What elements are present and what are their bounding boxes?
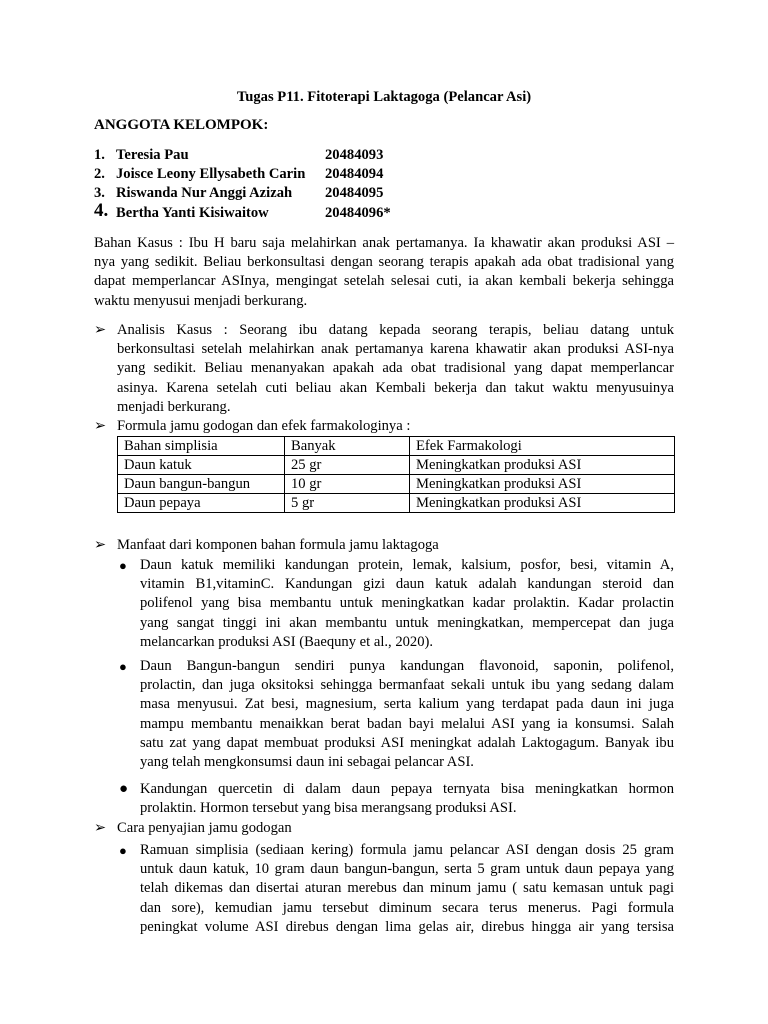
table-header-cell: Efek Farmakologi xyxy=(410,437,675,456)
bullet-icon: ● xyxy=(119,781,129,797)
text-line: menjadi berkurang. xyxy=(117,398,231,415)
member-name: Teresia Pau xyxy=(116,147,189,163)
arrow-bullet-icon: ➢ xyxy=(94,322,107,338)
table-cell: 10 gr xyxy=(285,475,410,494)
table-row xyxy=(118,494,675,513)
formula-heading: Formula jamu godogan dan efek farmakologinya : xyxy=(117,418,411,434)
member-number: 1. xyxy=(94,147,105,163)
text-line: prolactin, dan juga oksitoksi sehingga bermanfaat sekali untuk ibu yang sedang dalam xyxy=(140,677,674,694)
analysis-paragraph xyxy=(117,321,674,417)
member-id: 20484096* xyxy=(325,205,391,221)
table-cell: 5 gr xyxy=(285,494,410,513)
table-cell: Meningkatkan produksi ASI xyxy=(410,494,675,513)
text-line: nya yang sedikit. Beliau berkonsultasi dengan seorang terapis apakah ada obat tradisional yang xyxy=(94,254,674,271)
text-line: Ramuan simplisia (sediaan kering) formula jamu pelancar ASI dengan dosis 25 gram xyxy=(140,842,674,858)
table-row xyxy=(118,456,675,475)
text-line: Daun Bangun-bangun sendiri punya kandungan flavonoid, saponin, polifenol, xyxy=(140,658,674,674)
table-cell: Daun katuk xyxy=(118,456,285,475)
members-heading: ANGGOTA KELOMPOK: xyxy=(94,117,269,133)
document-title: Tugas P11. Fitoterapi Laktagoga (Pelancar Asi) xyxy=(236,89,532,105)
text-line: melancarkan produksi ASI (Baequny et al., 2020). xyxy=(140,633,434,650)
member-name: Riswanda Nur Anggi Azizah xyxy=(116,185,293,201)
arrow-bullet-icon: ➢ xyxy=(94,537,107,553)
text-line: vitamin B1,vitaminC. Kandungan gizi daun katuk adalah kandungan steroid dan xyxy=(140,576,674,593)
text-line: asinya. Karena setelah cuti beliau akan Kembali bekerja dan takut waktu menyusuinya xyxy=(117,379,674,396)
table-cell: Daun bangun-bangun xyxy=(118,475,285,494)
text-line: waktu menyusui menjadi berkurang. xyxy=(94,292,308,309)
member-number: 3. xyxy=(94,185,105,201)
bullet-icon: ● xyxy=(119,659,127,674)
benefit-bangun-paragraph xyxy=(140,657,674,772)
member-item xyxy=(94,146,514,165)
text-line: dapat memperlancar ASInya, mengingat setelah selesai cuti, ia akan kembali bekerja sehingga xyxy=(94,273,674,290)
benefits-heading: Manfaat dari komponen bahan formula jamu laktagoga xyxy=(117,537,439,553)
text-line: polifenol yang bisa membantu untuk meningkatkan kadar prolaktin. Kadar prolactin xyxy=(140,595,674,612)
text-line: telah dikemas dan disertai aturan merebus dan minum jamu ( satu kemasan untuk pagi xyxy=(140,880,674,897)
text-line: satu zat yang dapat membuat produksi ASI meningkat adalah Laktogagum. Banyak ibu xyxy=(140,734,674,751)
benefit-katuk-paragraph xyxy=(140,556,674,652)
table-cell: Daun pepaya xyxy=(118,494,285,513)
text-line: dan sore), kemudian jamu tersebut diminum secara terus menerus. Pagi formula xyxy=(140,899,674,916)
benefit-pepaya-paragraph xyxy=(140,780,674,818)
member-number: 4. xyxy=(94,200,109,221)
text-line: untuk daun katuk, 10 gram daun bangun-bangun, serta 5 gram untuk daun pepaya yang xyxy=(140,861,674,878)
member-name: Joisce Leony Ellysabeth Carin xyxy=(116,166,306,182)
member-item xyxy=(94,200,514,223)
text-line: masa menyusui. Zat besi, magnesium, serta kalium yang terdapat pada daun ini juga xyxy=(140,696,674,713)
text-line: yang sedikit. Beliau menanyakan apakah ada obat tradisional yang dapat memperlancar xyxy=(117,360,674,377)
text-line: Bahan Kasus : Ibu H baru saja melahirkan anak pertamanya. Ia khawatir akan produksi ASI – xyxy=(94,235,674,251)
text-line: Analisis Kasus : Seorang ibu datang kepada seorang terapis, beliau datang untuk xyxy=(117,322,674,338)
text-line: prolaktin. Hormon tersebut yang bisa merangsang produksi ASI. xyxy=(140,800,517,817)
case-paragraph xyxy=(94,234,674,311)
table-cell: Meningkatkan produksi ASI xyxy=(410,475,675,494)
table-cell: 25 gr xyxy=(285,456,410,475)
text-line: mampu membantu menaikkan berat badan bayi melalui ASI yang ia konsumsi. Salah xyxy=(140,715,674,732)
preparation-heading: Cara penyajian jamu godogan xyxy=(117,820,292,836)
member-id: 20484095 xyxy=(325,185,384,201)
bullet-icon: ● xyxy=(119,843,127,858)
text-line: yang sangat tinggi ini akan membantu untuk meningkatkan, mempercepat dan juga xyxy=(140,614,674,631)
member-item xyxy=(94,165,514,184)
table-row xyxy=(118,475,675,494)
formula-table xyxy=(117,436,675,513)
member-id: 20484094 xyxy=(325,166,384,182)
text-line: Kandungan quercetin di dalam daun pepaya ternyata bisa meningkatkan hormon xyxy=(140,781,674,797)
member-name: Bertha Yanti Kisiwaitow xyxy=(116,205,269,221)
table-header-cell: Bahan simplisia xyxy=(118,437,285,456)
text-line: yang telah mengkonsumsi daun ini sebagai pelancar ASI. xyxy=(140,754,474,771)
bullet-icon: ● xyxy=(119,558,127,573)
member-id: 20484093 xyxy=(325,147,384,163)
preparation-paragraph xyxy=(140,841,674,937)
arrow-bullet-icon: ➢ xyxy=(94,418,107,434)
text-line: peningkat volume ASI direbus dengan lima gelas air, direbus hingga air yang tersisa xyxy=(140,918,674,935)
text-line: berkonsultasi setelah melahirkan anak pertamanya karena khawatir akan produksi ASI-nya xyxy=(117,341,674,358)
text-line: Daun katuk memiliki kandungan protein, lemak, kalsium, posfor, besi, vitamin A, xyxy=(140,557,674,573)
table-header-row xyxy=(118,437,675,456)
arrow-bullet-icon: ➢ xyxy=(94,820,107,836)
table-header-cell: Banyak xyxy=(285,437,410,456)
table-cell: Meningkatkan produksi ASI xyxy=(410,456,675,475)
member-item xyxy=(94,184,514,203)
member-number: 2. xyxy=(94,166,105,182)
